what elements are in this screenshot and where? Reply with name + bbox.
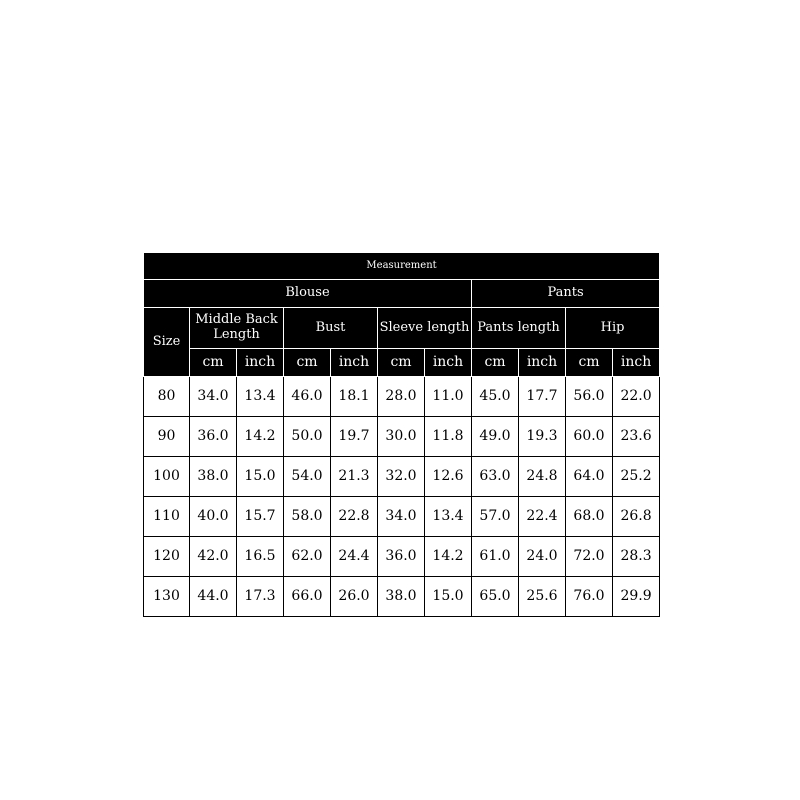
value-cell: 15.0	[237, 457, 284, 497]
unit-header-inch: inch	[519, 349, 566, 377]
table-header	[144, 253, 660, 377]
value-cell: 45.0	[472, 377, 519, 417]
value-cell: 28.3	[613, 537, 660, 577]
value-cell: 64.0	[566, 457, 613, 497]
value-cell: 17.3	[237, 577, 284, 617]
unit-header-inch: inch	[613, 349, 660, 377]
value-cell: 24.8	[519, 457, 566, 497]
value-cell: 57.0	[472, 497, 519, 537]
value-cell: 50.0	[284, 417, 331, 457]
value-cell: 36.0	[190, 417, 237, 457]
unit-header-cm: cm	[190, 349, 237, 377]
value-cell: 72.0	[566, 537, 613, 577]
value-cell: 19.7	[331, 417, 378, 457]
value-cell: 13.4	[425, 497, 472, 537]
unit-header-inch: inch	[237, 349, 284, 377]
value-cell: 23.6	[613, 417, 660, 457]
value-cell: 17.7	[519, 377, 566, 417]
value-cell: 32.0	[378, 457, 425, 497]
value-cell: 49.0	[472, 417, 519, 457]
value-cell: 66.0	[284, 577, 331, 617]
value-cell: 34.0	[378, 497, 425, 537]
value-cell: 42.0	[190, 537, 237, 577]
group-header-blouse: Blouse	[144, 280, 472, 308]
value-cell: 14.2	[237, 417, 284, 457]
value-cell: 54.0	[284, 457, 331, 497]
size-cell: 80	[144, 377, 190, 417]
table-row	[144, 537, 660, 577]
value-cell: 16.5	[237, 537, 284, 577]
size-cell: 120	[144, 537, 190, 577]
value-cell: 22.0	[613, 377, 660, 417]
value-cell: 68.0	[566, 497, 613, 537]
value-cell: 24.4	[331, 537, 378, 577]
value-cell: 13.4	[237, 377, 284, 417]
unit-header-cm: cm	[472, 349, 519, 377]
measure-header-pants-length: Pants length	[472, 308, 566, 349]
size-cell: 130	[144, 577, 190, 617]
value-cell: 11.0	[425, 377, 472, 417]
value-cell: 26.0	[331, 577, 378, 617]
size-cell: 100	[144, 457, 190, 497]
measure-header-bust: Bust	[284, 308, 378, 349]
value-cell: 65.0	[472, 577, 519, 617]
value-cell: 22.4	[519, 497, 566, 537]
table-body	[144, 377, 660, 617]
value-cell: 26.8	[613, 497, 660, 537]
value-cell: 25.2	[613, 457, 660, 497]
measure-header-hip: Hip	[566, 308, 660, 349]
value-cell: 22.8	[331, 497, 378, 537]
value-cell: 63.0	[472, 457, 519, 497]
value-cell: 25.6	[519, 577, 566, 617]
value-cell: 11.8	[425, 417, 472, 457]
value-cell: 44.0	[190, 577, 237, 617]
unit-header-cm: cm	[284, 349, 331, 377]
table-row	[144, 417, 660, 457]
value-cell: 38.0	[190, 457, 237, 497]
value-cell: 60.0	[566, 417, 613, 457]
unit-header-inch: inch	[331, 349, 378, 377]
value-cell: 15.0	[425, 577, 472, 617]
value-cell: 46.0	[284, 377, 331, 417]
value-cell: 12.6	[425, 457, 472, 497]
value-cell: 24.0	[519, 537, 566, 577]
value-cell: 14.2	[425, 537, 472, 577]
unit-header-cm: cm	[566, 349, 613, 377]
value-cell: 15.7	[237, 497, 284, 537]
value-cell: 30.0	[378, 417, 425, 457]
measure-header-sleeve-length: Sleeve length	[378, 308, 472, 349]
size-cell: 90	[144, 417, 190, 457]
table-row	[144, 377, 660, 417]
measure-header-middle-back-length: Middle Back Length	[190, 308, 284, 349]
size-column-header: Size	[144, 308, 190, 377]
value-cell: 40.0	[190, 497, 237, 537]
value-cell: 18.1	[331, 377, 378, 417]
table-row	[144, 577, 660, 617]
value-cell: 56.0	[566, 377, 613, 417]
value-cell: 58.0	[284, 497, 331, 537]
value-cell: 76.0	[566, 577, 613, 617]
value-cell: 29.9	[613, 577, 660, 617]
value-cell: 61.0	[472, 537, 519, 577]
unit-header-inch: inch	[425, 349, 472, 377]
value-cell: 38.0	[378, 577, 425, 617]
table-row	[144, 497, 660, 537]
table-row	[144, 457, 660, 497]
unit-header-cm: cm	[378, 349, 425, 377]
value-cell: 34.0	[190, 377, 237, 417]
value-cell: 62.0	[284, 537, 331, 577]
table-title: Measurement	[144, 253, 660, 280]
value-cell: 36.0	[378, 537, 425, 577]
size-chart-table	[143, 252, 660, 617]
value-cell: 19.3	[519, 417, 566, 457]
value-cell: 28.0	[378, 377, 425, 417]
group-header-pants: Pants	[472, 280, 660, 308]
size-cell: 110	[144, 497, 190, 537]
value-cell: 21.3	[331, 457, 378, 497]
